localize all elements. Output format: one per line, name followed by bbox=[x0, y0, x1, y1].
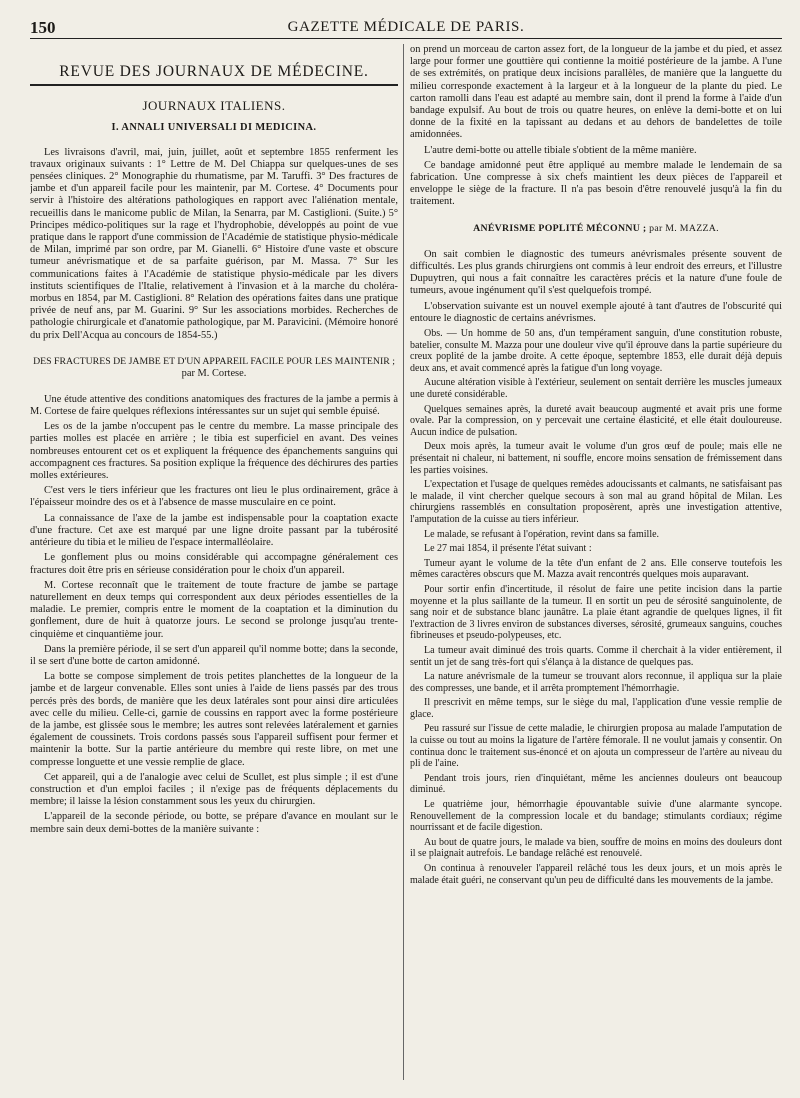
right-column bbox=[410, 44, 782, 1098]
paragraph: Dans la première période, il se sert d'un appareil qu'il nomme botte; dans la seconde, il se sert d'une botte de carton amidonné. bbox=[30, 643, 398, 667]
paragraph: Une étude attentive des conditions anatomiques des fractures de la jambe a permis à M. Cortese de faire quelques réflexions intéressantes sur un sujet qui semble épuisé. bbox=[30, 393, 398, 418]
paragraph: La nature anévrismale de la tumeur se trouvant alors reconnue, il appliqua sur la plaie des compresses, une bande, et il arrêta promptement l'hémorrhagie. bbox=[410, 671, 782, 694]
article-author: par M. MAZZA. bbox=[649, 222, 719, 234]
paragraph: Ce bandage amidonné peut être appliqué au membre malade le lendemain de sa fabrication. Une compresse à six chefs maintient les deux pièces de l'appareil et enveloppe le siège de la fracture. Il n'a pas besoin d'être renouvelé jusqu'à la fin du traitement. bbox=[410, 159, 782, 208]
paragraph: Il prescrivit en même temps, sur le siège du mal, l'application d'une vessie remplie de glace. bbox=[410, 697, 782, 720]
paragraph: M. Cortese reconnaît que le traitement de toute fracture de jambe se partage naturellement en deux temps qui correspondent aux deux périodes essentielles de la maladie. Le premier, compris entre le moment de la coaptation et la diminution du gonflement, dure de huit à quatorze jours. Le second se prolonge jusqu'au trente-cinquième et cinquantième jour. bbox=[30, 579, 398, 640]
right-body-top bbox=[410, 44, 782, 209]
paragraph: La tumeur avait diminué des trois quarts. Comme il cherchait à la vider entièrement, il sentit un jet de sang très-fort qui s'élança à la distance de quelques pas. bbox=[410, 644, 782, 668]
paragraph: L'autre demi-botte ou attelle tibiale s'obtient de la même manière. bbox=[424, 144, 697, 156]
column-divider bbox=[403, 44, 404, 1080]
article-author: par M. Cortese. bbox=[181, 367, 247, 379]
paragraph: On sait combien le diagnostic des tumeurs anévrismales présente souvent de difficultés. Les plus grands chirurgiens ont commis à leur endroit des erreurs, et l'illustre Dupuytren, qui nous a fait connaître les caractères précis et la nature d'une foule de tumeurs, avoue ingénument qu'il s'est quelquefois trompé. bbox=[410, 248, 782, 297]
right-body-mid bbox=[410, 249, 782, 325]
left-body bbox=[30, 394, 398, 836]
paragraph: L'appareil de la seconde période, ou botte, se prépare d'avance en moulant sur le membre sain deux demi-bottes de la manière suivante : bbox=[30, 811, 398, 835]
journal-title: GAZETTE MÉDICALE DE PARIS. bbox=[287, 19, 525, 35]
paragraph: On continua à renouveler l'appareil relâché tous les deux jours, et un mois après le malade était guéri, ne conservant qu'un peu de difficulté dans les mouvements de la jambe. bbox=[410, 863, 782, 886]
paragraph: Quelques semaines après, la dureté avait beaucoup augmenté et avait pris une forme ovale. Par la compression, on y percevait une certaine élasticité, et elle était douloureuse. Aucun indice de pulsation. bbox=[410, 403, 782, 438]
page-number: 150 bbox=[30, 18, 56, 37]
paragraph: C'est vers le tiers inférieur que les fractures ont lieu le plus ordinairement, grâce à l'épaisseur moindre des os et à l'absence de masse musculaire en ce point. bbox=[30, 485, 398, 509]
article-heading-mazza bbox=[410, 223, 782, 235]
paragraph: L'expectation et l'usage de quelques remèdes adoucissants et calmants, ne satisfaisant pas le malade, il vint chercher quelque secours à son mal au grand hôpital de Milan. Les chirurgiens rassemblés en consultation proposèrent, après une investigation attentive, l'amputation de la cuisse au tiers inférieur. bbox=[410, 479, 782, 525]
left-column bbox=[30, 44, 398, 1098]
observation-body bbox=[410, 328, 782, 886]
paragraph: Les os de la jambe n'occupent pas le centre du membre. La masse principale des parties molles est placée en arrière ; le tibia est superficiel en avant. Des veines nombreuses entourent cet os et expliquent la fréquence des épanchements sanguins qui accompagnent ces fractures. Sa position explique la fréquence des déchirures des parties molles extérieures. bbox=[30, 421, 398, 482]
paragraph: Le 27 mai 1854, il présente l'état suivant : bbox=[424, 543, 592, 555]
paragraph: Obs. — Un homme de 50 ans, d'un tempérament sanguin, d'une constitution robuste, batelier, consulte M. Mazza pour une douleur vive qu'il éprouve dans la partie supérieure du creux poplité de la jambe droite. A cette époque, septembre 1853, elle durait déjà depuis deux ans, et avait commencé après la fatigue d'un long voyage. bbox=[410, 328, 782, 374]
paragraph: Le gonflement plus ou moins considérable qui accompagne généralement ces fractures doit être pris en sérieuse considération pour le choix d'un appareil. bbox=[30, 552, 398, 576]
paragraph: Le quatrième jour, hémorrhagie épouvantable suivie d'une alarmante syncope. Renouvellement de la compression locale et du bandage; stimulants cordiaux; régime nourrissant et de facile digestion. bbox=[410, 799, 782, 834]
subsection-title: JOURNAUX ITALIENS. bbox=[142, 98, 286, 114]
paragraph: Cet appareil, qui a de l'analogie avec celui de Scullet, est plus simple ; il est d'une construction et d'un emploi faciles ; il n'exige pas de fréquents déplacements du membre; il laisse la lésion constamment sous les yeux du chirurgien. bbox=[30, 771, 398, 808]
intro-paragraph: Les livraisons d'avril, mai, juin, juillet, août et septembre 1855 renferment les travaux originaux suivants : 1° Lettre de M. Del Chiappa sur quelques-unes de ses pensées cliniques. 2° Monographie du rhumatisme, par M. Taruffi. 3° Des fractures de jambe et d'un appareil facile pour les maintenir, par M. Cortese. 4° Documents pour servir à l'histoire des altérations pathologiques en rapport avec l'aliénation mentale, recueillis dans le manicome public de Milan, la Senarra, par M. Castiglioni. (Suite.) 5° Principes médico-politiques sur la rage et l'hydrophobie, développés au point de vue pratique dans le rapport d'une commission de l'Académie de statistique physio-médicale de Milan, imprimé par son ordre, par M. Gianelli. 6° Histoire d'une vaste et obscure tumeur anévrismatique et de sa parfaite guérison, par M. Massa. 7° Sur les communications faites à l'Académie de statistique physio-médicale par les divers instituts scientifiques de l'Italie, relativement à l'invasion et à la marche du choléra-morbus en 1854, par M. Castiglioni. 8° Relation des opérations faites dans une pratique privée de neuf ans, par M. Guarini. 9° Sur les associations morbides. Recherches de pathologie chirurgicale et d'anatomie pathologique, par M. Paravicini. (Mémoire honoré du prix Dell'Acqua au concours de 1854-55.) bbox=[30, 146, 398, 341]
running-head bbox=[30, 18, 782, 39]
paragraph: Pour sortir enfin d'incertitude, il résolut de faire une petite incision dans la partie moyenne et la plus saillante de la tumeur. Il en sortit un peu de sérosité sanguinolente, de sang noir et de substance blanc jaunâtre. La plaie étant agrandie de quelques lignes, il fit l'extraction de 3 livres environ de substances diverses, sérosité, grumeaux sanguins, couches fibrineuses et pseudo-polypeuses, etc. bbox=[410, 583, 782, 642]
paragraph: Pendant trois jours, rien d'inquiétant, même les anciennes douleurs ont beaucoup diminué. bbox=[410, 772, 782, 796]
article-title: ANÉVRISME POPLITÉ MÉCONNU ; bbox=[473, 222, 647, 234]
annali-heading: I. ANNALI UNIVERSALI DI MEDICINA. bbox=[111, 122, 317, 134]
paragraph: L'observation suivante est un nouvel exemple ajouté à tant d'autres de l'obscurité qui entoure le diagnostic de certains anévrismes. bbox=[410, 300, 782, 324]
paragraph: Le malade, se refusant à l'opération, revint dans sa famille. bbox=[424, 528, 660, 540]
paragraph: Tumeur ayant le volume de la tête d'un enfant de 2 ans. Elle conserve toutefois les mêmes caractères obscurs que M. Mazza avait rencontrés quelques mois auparavant. bbox=[410, 557, 782, 581]
paragraph: Aucune altération visible à l'extérieur, seulement on sentait derrière les muscles jumeaux une dureté considérable. bbox=[410, 377, 782, 401]
paragraph: Au bout de quatre jours, le malade va bien, souffre de moins en moins des douleurs dont il se plaignait autrefois. Le bandage relâché est renouvelé. bbox=[410, 836, 782, 860]
paragraph: on prend un morceau de carton assez fort, de la longueur de la jambe et du pied, et assez large pour former une gouttière qui contienne la moitié postérieure de la jambe. A l'une de ses extrémités, on pratique deux incisions parallèles, de manière que la languette du milieu corresponde exactement à la largeur et à la longueur de la plante du pied. Le carton ramolli dans l'eau est adapté au membre sain, dont il prend la forme à l'aide d'un bandage expulsif. Au bout de trois ou quatre heures, on enlève la demi-botte et on lui donne de la fixité en la tapissant au dedans et au dehors de bandelettes de toile amidonnées. bbox=[410, 44, 782, 141]
paragraph: La connaissance de l'axe de la jambe est indispensable pour la coaptation exacte d'une fracture. Cet axe est marqué par une ligne droite passant par la tubérosité antérieure du tibia et le milieu de l'espace intermalléolaire. bbox=[30, 512, 398, 549]
paragraph: Deux mois après, la tumeur avait le volume d'un gros œuf de poule; mais elle ne présentait ni chaleur, ni battement, ni souffle, encore moins sensation de frémissement dans les parties voisines. bbox=[410, 441, 782, 476]
article-title: DES FRACTURES DE JAMBE ET D'UN APPAREIL FACILE POUR LES MAINTENIR ; bbox=[33, 355, 395, 367]
paragraph: Peu rassuré sur l'issue de cette maladie, le chirurgien proposa au malade l'amputation de la cuisse ou tout au moins la ligature de l'artère fémorale. Il ne voulut jamais y consentir. On continua donc le traitement sus-énoncé et on ajouta un compresseur de l'artère au niveau du pli de l'aine. bbox=[410, 723, 782, 770]
columns bbox=[30, 44, 782, 1098]
paragraph: La botte se compose simplement de trois petites planchettes de la longueur de la jambe et de largeur convenable. Elles sont unies à l'aide de liens passés par des trous percés près des bords, de manière que les deux latérales sont pour ainsi dire articulées avec celle du milieu. Celle-ci, garnie de coussins en rapport avec la forme postérieure de la jambe, est glissée sous le membre; les autres sont relevées latéralement et garnies également de coussinets. Trois cordons passés sous l'appareil suffisent pour fermer et maintenir la botte. Sur la partie antérieure du membre qui reste libre, on met une compresse longuette et une vessie remplie de glace. bbox=[30, 671, 398, 768]
section-title: REVUE DES JOURNAUX DE MÉDECINE. bbox=[30, 66, 398, 86]
article-heading-cortese bbox=[30, 356, 398, 380]
